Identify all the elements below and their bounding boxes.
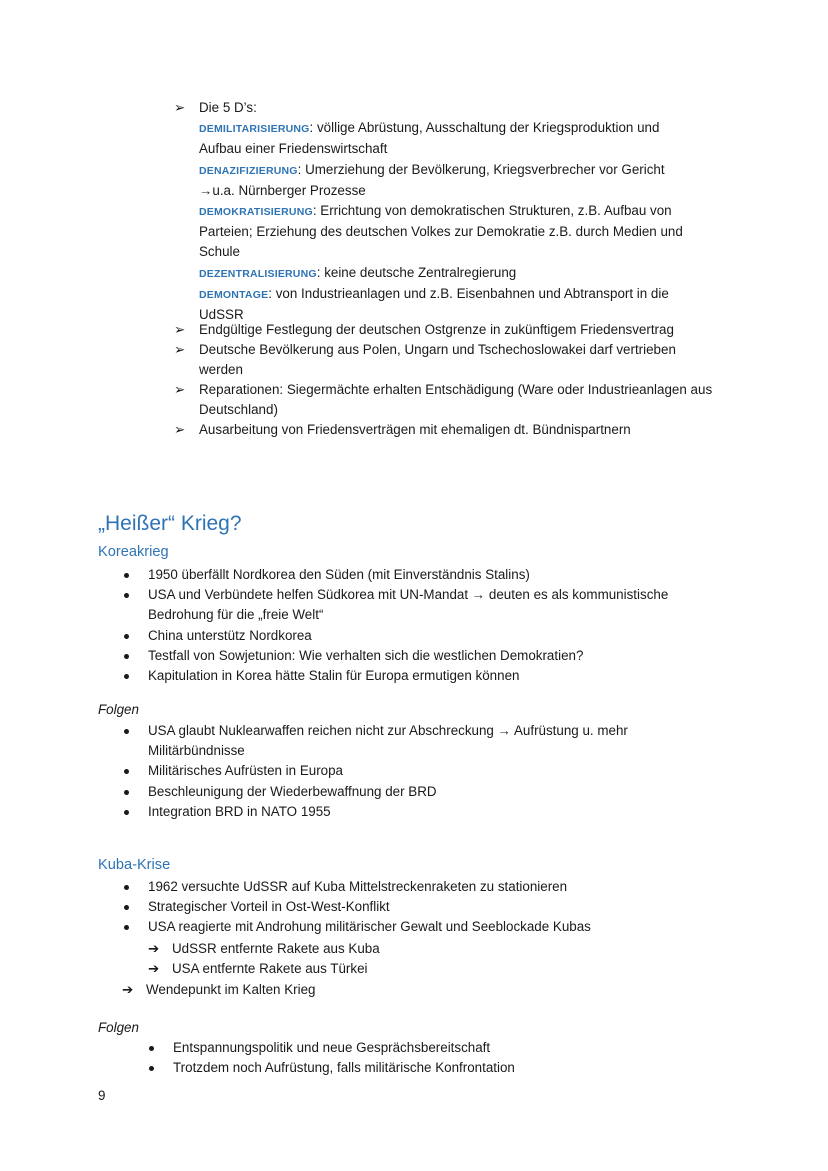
korea-heading: Koreakrieg <box>98 544 169 560</box>
arrow-bullet-icon: ➢ <box>174 322 186 337</box>
list-item: Integration BRD in NATO 1955 <box>122 802 702 822</box>
list-item: Strategischer Vorteil in Ost-West-Konflikt <box>122 897 702 917</box>
point-item <box>174 320 734 340</box>
sub-arrow-text: USA entfernte Rakete aus Türkei <box>172 961 368 976</box>
point-text: Ausarbeitung von Friedensverträgen mit ehemaligen dt. Bündnispartnern <box>199 422 631 437</box>
d-item-denazifizierung <box>199 160 704 201</box>
korea-folgen-list <box>122 721 702 822</box>
five-ds-block <box>174 98 734 325</box>
list-item: Beschleunigung der Wiederbewaffnung der BRD <box>122 782 702 802</box>
kuba-conclusion <box>122 980 315 1000</box>
bold-arrow-icon: ➔ <box>148 941 160 956</box>
d-text: : keine deutsche Zentralregierung <box>316 264 517 280</box>
list-item: USA glaubt Nuklearwaffen reichen nicht zur Abschreckung → Aufrüstung u. mehr Militärbündnisse <box>122 721 668 761</box>
d-text: : völlige Abrüstung, Ausschaltung der Kriegsproduktion und Aufbau einer Friedenswirtschaft <box>199 120 660 157</box>
d-extra: →u.a. Nürnberger Prozesse <box>199 182 366 198</box>
kuba-folgen-label: Folgen <box>98 1020 139 1035</box>
bold-arrow-icon: ➔ <box>148 961 160 976</box>
list-item: USA und Verbündete helfen Südkorea mit UN-Mandat → deuten es als kommunistische Bedrohung für die „freie Welt“ <box>122 585 703 625</box>
point-text: Reparationen: Siegermächte erhalten Entschädigung (Ware oder Industrieanlagen aus Deutschland) <box>199 382 713 418</box>
kuba-sub-arrow-item <box>148 959 368 979</box>
d-item-dezentralisierung <box>199 263 734 284</box>
section-title: „Heißer“ Krieg? <box>98 512 242 535</box>
list-item: 1950 überfällt Nordkorea den Süden (mit Einverständnis Stalins) <box>122 565 702 585</box>
korea-bullets <box>122 565 702 686</box>
sub-arrow-text: UdSSR entfernte Rakete aus Kuba <box>172 941 380 956</box>
point-text: Endgültige Festlegung der deutschen Ostgrenze in zukünftigem Friedensvertrag <box>199 322 674 337</box>
kuba-folgen-list <box>147 1038 727 1078</box>
kuba-bullets <box>122 877 702 938</box>
list-item: Testfall von Sowjetunion: Wie verhalten sich die westlichen Demokratien? <box>122 646 702 666</box>
d-text: : Errichtung von demokratischen Strukturen, z.B. Aufbau von Parteien; Erziehung des deutschen Volkes zur Demokratie z.B. durch Medien und Schule <box>199 203 683 260</box>
arrow-bullet-icon: ➢ <box>174 342 186 357</box>
list-item: Entspannungspolitik und neue Gesprächsbereitschaft <box>147 1038 727 1058</box>
list-item: Militärisches Aufrüsten in Europa <box>122 761 702 781</box>
d-text: : Umerziehung der Bevölkerung, Kriegsverbrecher vor Gericht <box>297 161 665 177</box>
d-text: : von Industrieanlagen und z.B. Eisenbahnen und Abtransport in die UdSSR <box>199 285 669 323</box>
kuba-sub-arrow-item <box>148 939 380 959</box>
page-number: 9 <box>98 1088 106 1103</box>
d-term: DENAZIFIZIERUNG <box>199 164 298 177</box>
d-term: DEMONTAGE <box>199 288 269 301</box>
conclusion-text: Wendepunkt im Kalten Krieg <box>146 982 316 997</box>
list-item: USA reagierte mit Androhung militärischer Gewalt und Seeblockade Kubas <box>122 917 702 937</box>
list-item: Kapitulation in Korea hätte Stalin für Europa ermutigen können <box>122 666 702 686</box>
point-item <box>174 420 734 440</box>
list-item: China unterstütz Nordkorea <box>122 626 702 646</box>
list-item: 1962 versuchte UdSSR auf Kuba Mittelstreckenraketen zu stationieren <box>122 877 702 897</box>
d-item-demokratisierung <box>199 201 711 263</box>
d-item-demilitarisierung <box>199 118 704 159</box>
list-item: Trotzdem noch Aufrüstung, falls militärische Konfrontation <box>147 1058 727 1078</box>
kuba-heading: Kuba-Krise <box>98 857 171 873</box>
d-term: DEMOKRATISIERUNG <box>199 206 313 219</box>
point-text: Deutsche Bevölkerung aus Polen, Ungarn und Tschechoslowakei darf vertrieben werden <box>199 342 676 378</box>
d-term: DEZENTRALISIERUNG <box>199 267 317 280</box>
point-item <box>174 380 734 420</box>
korea-folgen-label: Folgen <box>98 702 139 717</box>
arrow-bullet-icon: ➢ <box>174 382 186 397</box>
arrow-bullet-icon: ➢ <box>174 100 186 115</box>
point-item <box>174 340 714 380</box>
bold-arrow-icon: ➔ <box>122 982 134 997</box>
five-ds-heading: Die 5 D’s: <box>199 100 257 115</box>
d-term: DEMILITARISIERUNG <box>199 123 310 136</box>
arrow-bullet-icon: ➢ <box>174 422 186 437</box>
